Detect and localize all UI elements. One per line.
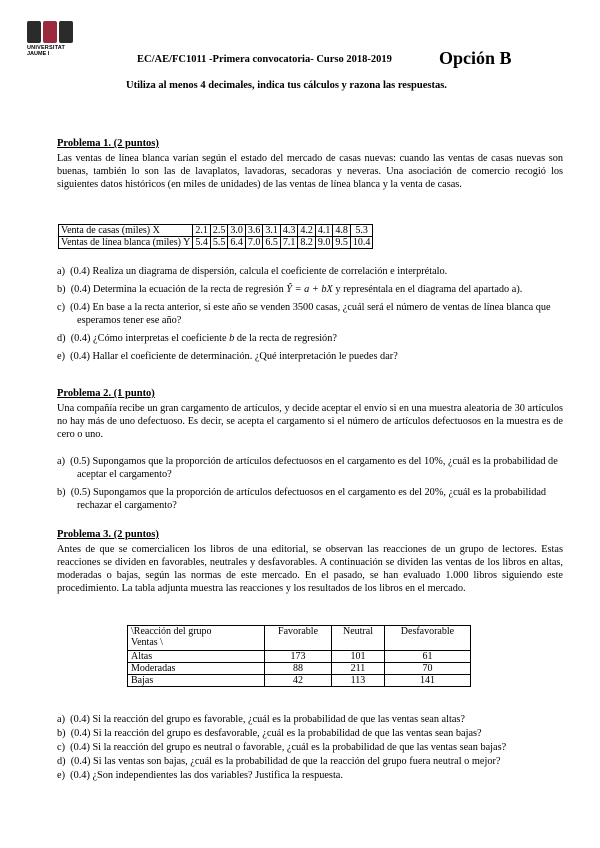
problem-2-intro: Una compañía recibe un gran cargamento de artículos, y decide aceptar el envío si en una muestra aleatoria de 30 artículos no hay más de uno defectuoso. Es decir, se acepta el cargamento si el número de artículos defectuosos en la muestra es de cero o uno. [57, 403, 563, 440]
table-corner-cell: \Reacción del grupo Ventas \ [128, 626, 265, 651]
y-cell: 5.4 [193, 237, 211, 249]
list-item: a) (0.4) Si la reacción del grupo es favorable, ¿cuál es la probabilidad de que las ventas sean altas? [57, 714, 465, 725]
problem-3-title: Problema 3. (2 puntos) [57, 529, 159, 540]
row-label-y: Ventas de línea blanca (miles) Y [59, 237, 193, 249]
problem-1-items [57, 265, 565, 363]
x-cell: 5.3 [350, 225, 373, 237]
table-row [128, 651, 471, 663]
y-cell: 7.0 [245, 237, 263, 249]
x-cell: 4.2 [298, 225, 316, 237]
table-cell: 42 [265, 675, 332, 687]
logo-mark [27, 21, 87, 43]
table-cell: 70 [384, 663, 470, 675]
y-cell: 6.5 [263, 237, 281, 249]
list-item: e) (0.4) ¿Son independientes las dos variables? Justifica la respuesta. [57, 770, 343, 781]
y-cell: 6.4 [228, 237, 246, 249]
exam-option: Opción B [439, 48, 512, 68]
problem-1-intro: Las ventas de línea blanca varían según el estado del mercado de casas nuevas: cuando las ventas de casas nuevas son buenas, también lo son las de lavaplatos, lavadoras, secadoras y neveras. Una asociación de comercio recogió los siguientes datos históricos (en miles de unidades) de las ventas de línea blanca y la venta de casas. [57, 153, 563, 190]
table-row [128, 663, 471, 675]
table-cell: 173 [265, 651, 332, 663]
logo-line-2: JAUME I [27, 51, 50, 57]
list-item: c) (0.4) En base a la recta anterior, si este año se venden 3500 casas, ¿cuál será el número de ventas de línea blanca que esperamos tener ese año? [57, 302, 551, 326]
x-cell: 3.6 [245, 225, 263, 237]
x-cell: 2.5 [210, 225, 228, 237]
coefficient-symbol: b [229, 333, 235, 344]
column-header: Desfavorable [384, 626, 470, 651]
x-cell: 3.1 [263, 225, 281, 237]
x-cell: 4.8 [333, 225, 351, 237]
y-cell: 7.1 [280, 237, 298, 249]
university-logo [27, 21, 87, 57]
list-item: c) (0.4) Si la reacción del grupo es neutral o favorable, ¿cuál es la probabilidad de que las ventas sean bajas? [57, 742, 507, 753]
logo-line-1: UNIVERSITAT [27, 45, 66, 51]
exam-code: EC/AE/FC1011 -Primera convocatoria- Curso 2018-2019 [137, 54, 392, 65]
table-cell: 61 [384, 651, 470, 663]
row-label: Altas [128, 651, 265, 663]
list-item: b) (0.5) Supongamos que la proporción de artículos defectuosos en el cargamento es del 20%, ¿cuál es la probabilidad rechazar el cargamento? [57, 487, 547, 511]
table-row-x [59, 225, 373, 237]
list-item: d) (0.4) Si las ventas son bajas, ¿cuál es la probabilidad de que la reacción del grupo fuera neutral o mejor? [57, 756, 501, 767]
y-cell: 10.4 [350, 237, 373, 249]
list-item: a) (0.5) Supongamos que la proporción de artículos defectuosos en el cargamento es del 10%, ¿cuál es la probabilidad de aceptar el cargamento? [57, 456, 558, 480]
list-item: b) (0.4) Determina la ecuación de la recta de regresión Ŷ = a + bX y represéntala en el diagrama del apartado a). [57, 284, 523, 295]
list-item: e) (0.4) Hallar el coeficiente de determinación. ¿Qué interpretación le puedes dar? [57, 351, 398, 362]
regression-formula: Ŷ = a + bX [286, 284, 333, 295]
list-item: d) (0.4) ¿Cómo interpretas el coeficiente b de la recta de regresión? [57, 333, 337, 344]
table-row [128, 675, 471, 687]
y-cell: 8.2 [298, 237, 316, 249]
problem-1-table [58, 224, 373, 249]
y-cell: 5.5 [210, 237, 228, 249]
row-label: Moderadas [128, 663, 265, 675]
table-row-y [59, 237, 373, 249]
y-cell: 9.5 [333, 237, 351, 249]
table-cell: 141 [384, 675, 470, 687]
y-cell: 9.0 [315, 237, 333, 249]
x-cell: 4.3 [280, 225, 298, 237]
column-header: Favorable [265, 626, 332, 651]
problem-3-table [127, 625, 471, 687]
problem-3-intro: Antes de que se comercialicen los libros de una editorial, se observan las reacciones de un grupo de lectores. Estas reacciones se dividen en favorables, neutrales y desfavorables. A continuación se dividen las ventas de los libros en altas, moderadas o bajas, según las normas de este mercado. En el pasado, se han evaluado 1.000 libros siguiendo este procedimiento. La tabla adjunta muestra las reacciones y los resultados de los libros en el mercado. [57, 544, 563, 594]
table-cell: 101 [332, 651, 385, 663]
table-header-row [128, 626, 471, 651]
x-cell: 4.1 [315, 225, 333, 237]
list-item: b) (0.4) Si la reacción del grupo es desfavorable, ¿cuál es la probabilidad de que las ventas sean bajas? [57, 728, 482, 739]
table-cell: 211 [332, 663, 385, 675]
problem-1-title: Problema 1. (2 puntos) [57, 138, 159, 149]
x-cell: 3.0 [228, 225, 246, 237]
exam-instructions: Utiliza al menos 4 decimales, indica tus cálculos y razona las respuestas. [126, 80, 447, 91]
x-cell: 2.1 [193, 225, 211, 237]
table-cell: 113 [332, 675, 385, 687]
column-header: Neutral [332, 626, 385, 651]
list-item: a) (0.4) Realiza un diagrama de dispersión, calcula el coeficiente de correlación e interprétalo. [57, 266, 448, 277]
row-label: Bajas [128, 675, 265, 687]
row-label-x: Venta de casas (miles) X [59, 225, 193, 237]
problem-2-title: Problema 2. (1 punto) [57, 388, 155, 399]
table-cell: 88 [265, 663, 332, 675]
problem-3-items [57, 713, 565, 782]
problem-2-items [57, 455, 565, 512]
